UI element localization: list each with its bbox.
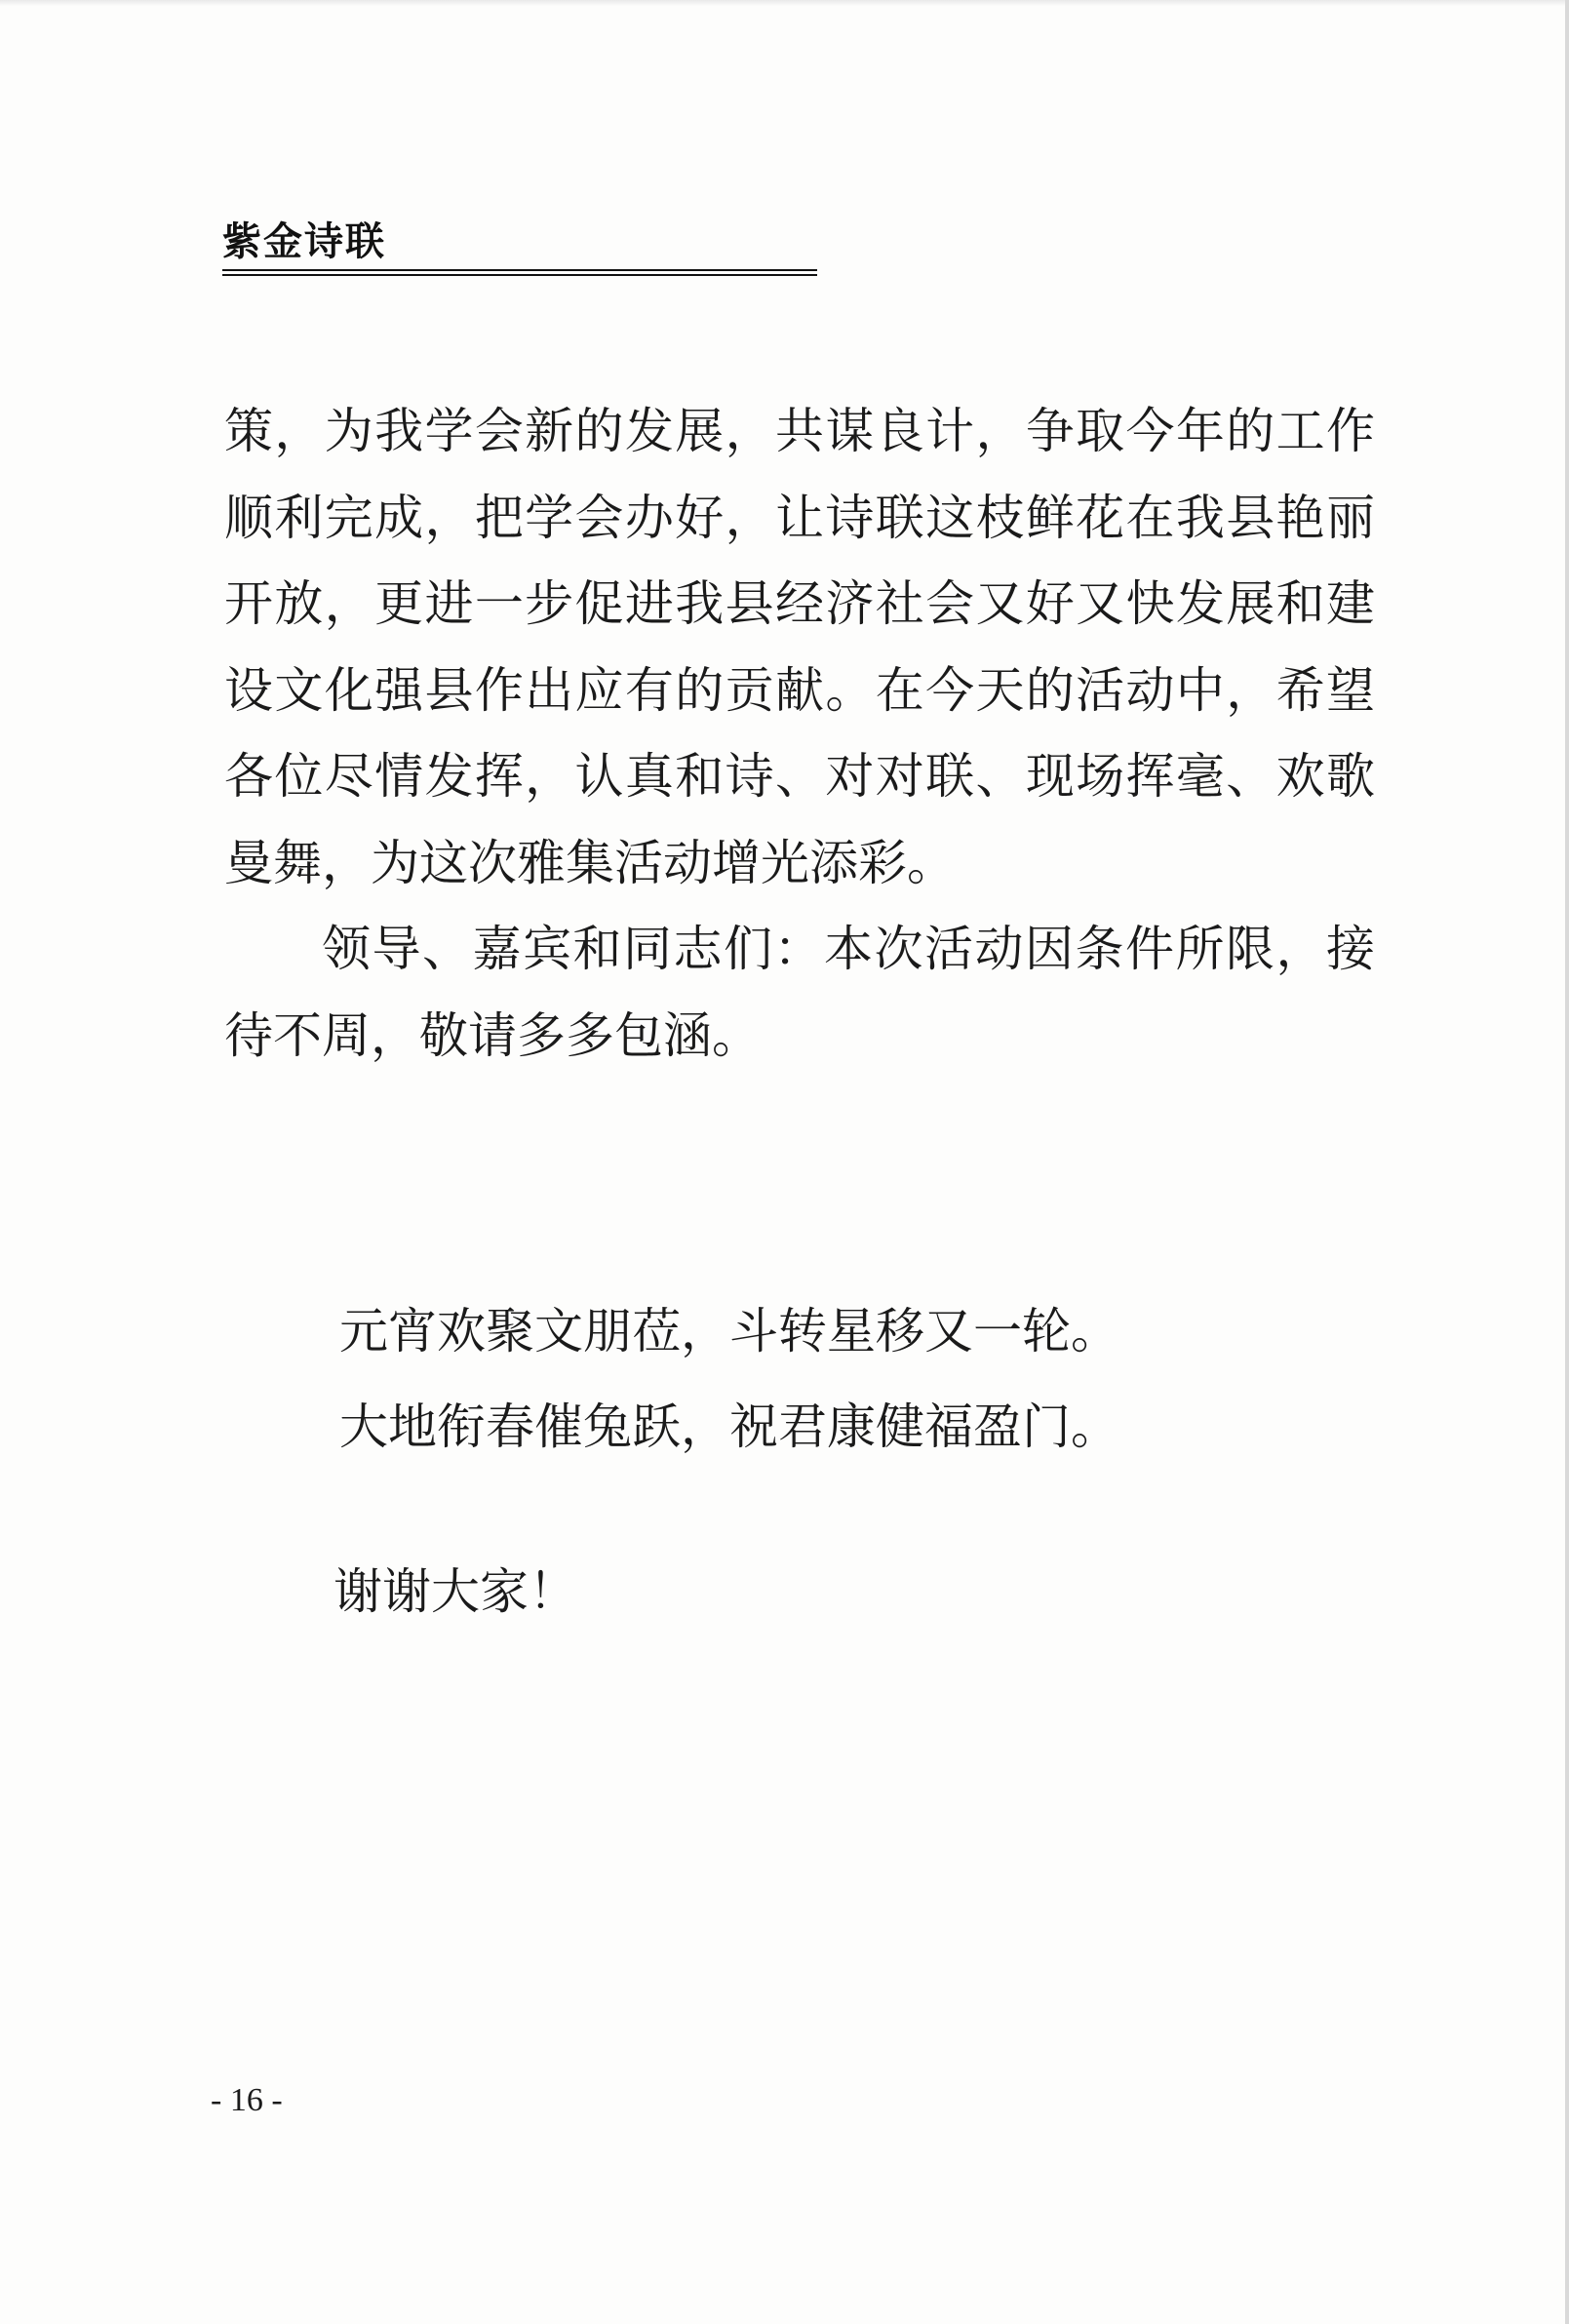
page-number: - 16 - [211,2082,283,2118]
paragraph-apology: 领导、嘉宾和同志们：本次活动因条件所限，接待不周，敬请多多包涵。 [224,921,1375,1064]
poem-line-2: 大地衔春催兔跃，祝君康健福盈门。 [339,1398,1119,1455]
running-header [222,217,817,276]
body-text [224,388,1375,1079]
poem [339,1283,1314,1475]
scan-right-edge [1565,0,1569,2324]
poem-line-1: 元宵欢聚文朋莅，斗转星移又一轮。 [339,1303,1119,1359]
paragraph-continued: 策，为我学会新的发展，共谋良计，争取今年的工作顺利完成，把学会办好，让诗联这枝鲜花在我县艳丽开放，更进一步促进我县经济社会又好又快发展和建设文化强县作出应有的贡献。在今天的活动中，希望各位尽情发挥，认真和诗、对对联、现场挥毫、欢歌曼舞，为这次雅集活动增光添彩。 [224,403,1375,891]
header-rule [222,269,817,271]
closing-thanks: 谢谢大家！ [333,1563,577,1620]
header-rule-second [222,274,817,276]
header-title: 紫金诗联 [222,219,386,264]
scan-top-edge [0,0,1569,6]
